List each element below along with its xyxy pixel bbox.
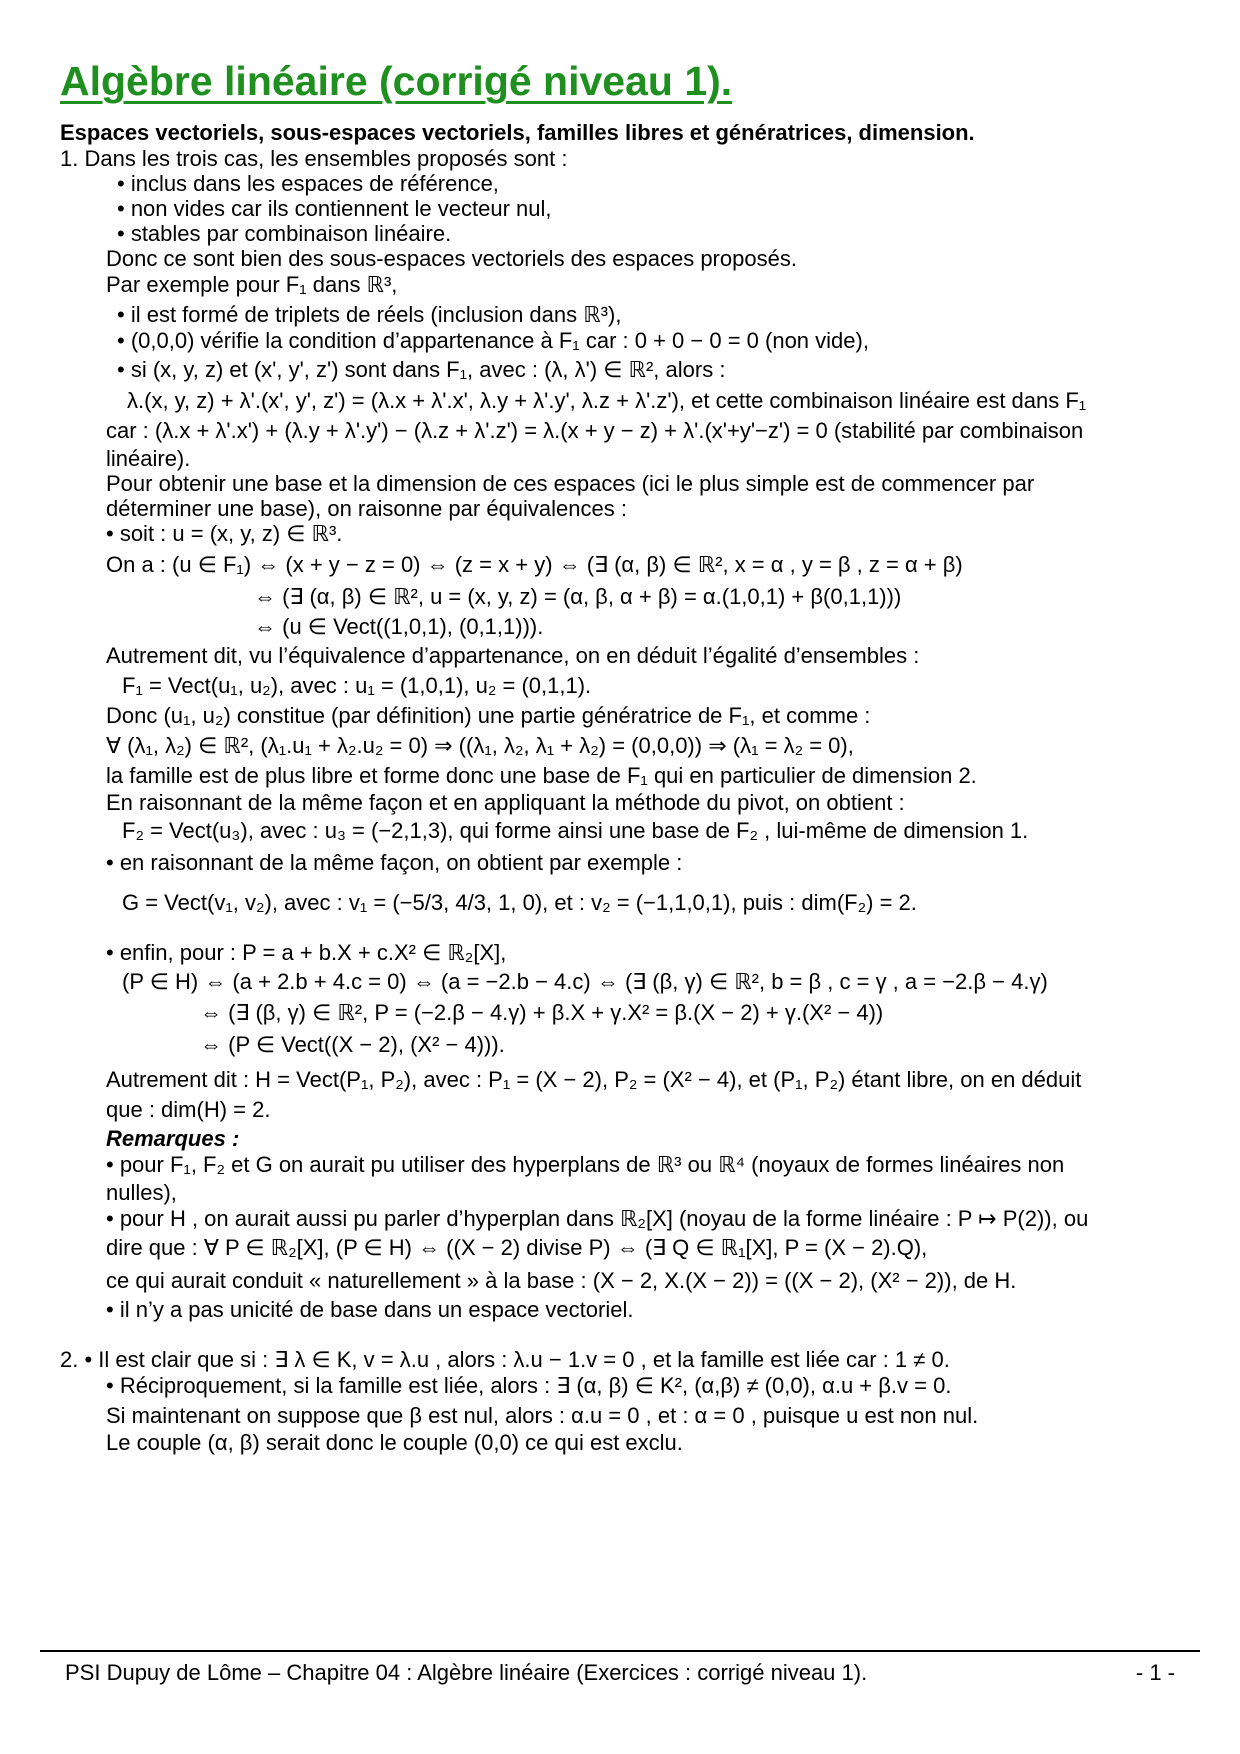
f1-vect-formula: F₁ = Vect(u₁, u₂), avec : u₁ = (1,0,1), u₂ = (0,1,1). [122,673,592,698]
text-line: que : dim(H) = 2. [106,1097,271,1122]
h-equivalence-2: ⇔ (∃ (β, γ) ∈ ℝ², P = (−2.β − 4.γ) + β.X + γ.X² = β.(X − 2) + γ.(X² − 4)) [200,1000,884,1025]
text-line: nulles), [106,1180,177,1205]
exercise-1-intro: 1. Dans les trois cas, les ensembles proposés sont : [60,146,568,171]
text-line: Pour obtenir une base et la dimension de ces espaces (ici le plus simple est de commencer par [106,471,1035,496]
section-heading: Espaces vectoriels, sous-espaces vectoriels, familles libres et génératrices, dimension. [60,120,975,145]
bullet-zero-vector: • (0,0,0) vérifie la condition d’appartenance à F₁ car : 0 + 0 − 0 = 0 (non vide), [117,328,869,353]
footer-divider [40,1650,1200,1652]
text-line: déterminer une base), on raisonne par équivalences : [106,496,627,521]
remark-hyperplanes: • pour F₁, F₂ et G on aurait pu utiliser des hyperplans de ℝ³ ou ℝ⁴ (noyaux de formes linéaires non [106,1152,1065,1177]
exercise-2-line-1: 2. • Il est clair que si : ∃ λ ∈ K, v = λ.u , alors : λ.u − 1.v = 0 , et la famille est liée car : 1 ≠ 0. [60,1347,950,1372]
example-f1: Par exemple pour F₁ dans ℝ³, [106,272,398,297]
bullet-g: • en raisonnant de la même façon, on obtient par exemple : [106,850,683,875]
exercise-2-line-2: • Réciproquement, si la famille est liée, alors : ∃ (α, β) ∈ K², (α,β) ≠ (0,0), α.u + β.v = 0. [106,1373,952,1398]
text-line: la famille est de plus libre et forme donc une base de F₁ qui en particulier de dimension 2. [106,763,977,788]
g-vect-formula: G = Vect(v₁, v₂), avec : v₁ = (−5/3, 4/3, 1, 0), et : v₂ = (−1,1,0,1), puis : dim(F₂) = 2. [122,890,917,915]
text-line: Autrement dit, vu l’équivalence d’appartenance, on en déduit l’égalité d’ensembles : [106,643,920,668]
equivalence-line-2: ⇔ (∃ (α, β) ∈ ℝ², u = (x, y, z) = (α, β, α + β) = α.(1,0,1) + β(0,1,1))) [254,584,902,609]
f2-vect-formula: F₂ = Vect(u₃), avec : u₃ = (−2,1,3), qui forme ainsi une base de F₂ , lui-même de dimension 1. [122,818,1029,843]
document-title: Algèbre linéaire (corrigé niveau 1). [60,58,733,104]
freedom-implication: ∀ (λ₁, λ₂) ∈ ℝ², (λ₁.u₁ + λ₂.u₂ = 0) ⇒ ((λ₁, λ₂, λ₁ + λ₂) = (0,0,0)) ⇒ (λ₁ = λ₂ = 0), [106,733,854,758]
text-line: dire que : ∀ P ∈ ℝ₂[X], (P ∈ H) ⇔ ((X − 2) divise P) ⇔ (∃ Q ∈ ℝ₁[X], P = (X − 2).Q), [106,1235,928,1260]
h-equivalence-1: (P ∈ H) ⇔ (a + 2.b + 4.c = 0) ⇔ (a = −2.b − 4.c) ⇔ (∃ (β, γ) ∈ ℝ², b = β , c = γ , a = −2.β − 4.γ) [122,969,1048,994]
text-line: ce qui aurait conduit « naturellement » à la base : (X − 2, X.(X − 2)) = ((X − 2), (X² − 2)), de H. [106,1268,1017,1293]
bullet-inclusion: • inclus dans les espaces de référence, [117,171,499,196]
bullet-stable: • stables par combinaison linéaire. [117,221,452,246]
linear-combination-formula: λ.(x, y, z) + λ'.(x', y', z') = (λ.x + λ'.x', λ.y + λ'.y', λ.z + λ'.z'), et cette combinaison linéaire est dans F₁ [127,388,1087,413]
equivalence-line-1: On a : (u ∈ F₁) ⇔ (x + y − z = 0) ⇔ (z = x + y) ⇔ (∃ (α, β) ∈ ℝ², x = α , y = β , z = α + β) [106,552,963,577]
text-line: Donc (u₁, u₂) constitue (par définition) une partie génératrice de F₁, et comme : [106,703,871,728]
stability-justification: car : (λ.x + λ'.x') + (λ.y + λ'.y') − (λ.z + λ'.z') = λ.(x + y − z) + λ'.(x'+y'−z') = 0 (stabilité par combinaison [106,418,1084,443]
text-line: Autrement dit : H = Vect(P₁, P₂), avec : P₁ = (X − 2), P₂ = (X² − 4), et (P₁, P₂) étant libre, on en déduit [106,1067,1082,1092]
bullet-triplets: • il est formé de triplets de réels (inclusion dans ℝ³), [117,302,622,327]
exercise-2-line-3: Si maintenant on suppose que β est nul, alors : α.u = 0 , et : α = 0 , puisque u est non nul. [106,1403,979,1428]
equivalence-line-3: ⇔ (u ∈ Vect((1,0,1), (0,1,1))). [254,614,544,639]
h-equivalence-3: ⇔ (P ∈ Vect((X − 2), (X² − 4))). [200,1032,505,1057]
bullet-h: • enfin, pour : P = a + b.X + c.X² ∈ ℝ₂[X], [106,940,507,965]
remark-uniqueness: • il n’y a pas unicité de base dans un espace vectoriel. [106,1297,634,1322]
text-line: linéaire). [106,446,191,471]
footer-text: PSI Dupuy de Lôme – Chapitre 04 : Algèbre linéaire (Exercices : corrigé niveau 1). [65,1660,868,1685]
conclusion-subspaces: Donc ce sont bien des sous-espaces vectoriels des espaces proposés. [106,246,797,271]
bullet-nonempty: • non vides car ils contiennent le vecteur nul, [117,196,552,221]
bullet-soit-u: • soit : u = (x, y, z) ∈ ℝ³. [106,521,343,546]
exercise-2-line-4: Le couple (α, β) serait donc le couple (0,0) ce qui est exclu. [106,1430,683,1455]
page-number: - 1 - [1135,1660,1175,1685]
text-line: En raisonnant de la même façon et en appliquant la méthode du pivot, on obtient : [106,790,905,815]
bullet-stability: • si (x, y, z) et (x', y', z') sont dans F₁, avec : (λ, λ') ∈ ℝ², alors : [117,357,726,382]
remarks-heading: Remarques : [106,1126,240,1151]
remark-h-hyperplane: • pour H , on aurait aussi pu parler d’hyperplan dans ℝ₂[X] (noyau de la forme linéaire : P ↦ P(2)), ou [106,1206,1089,1231]
